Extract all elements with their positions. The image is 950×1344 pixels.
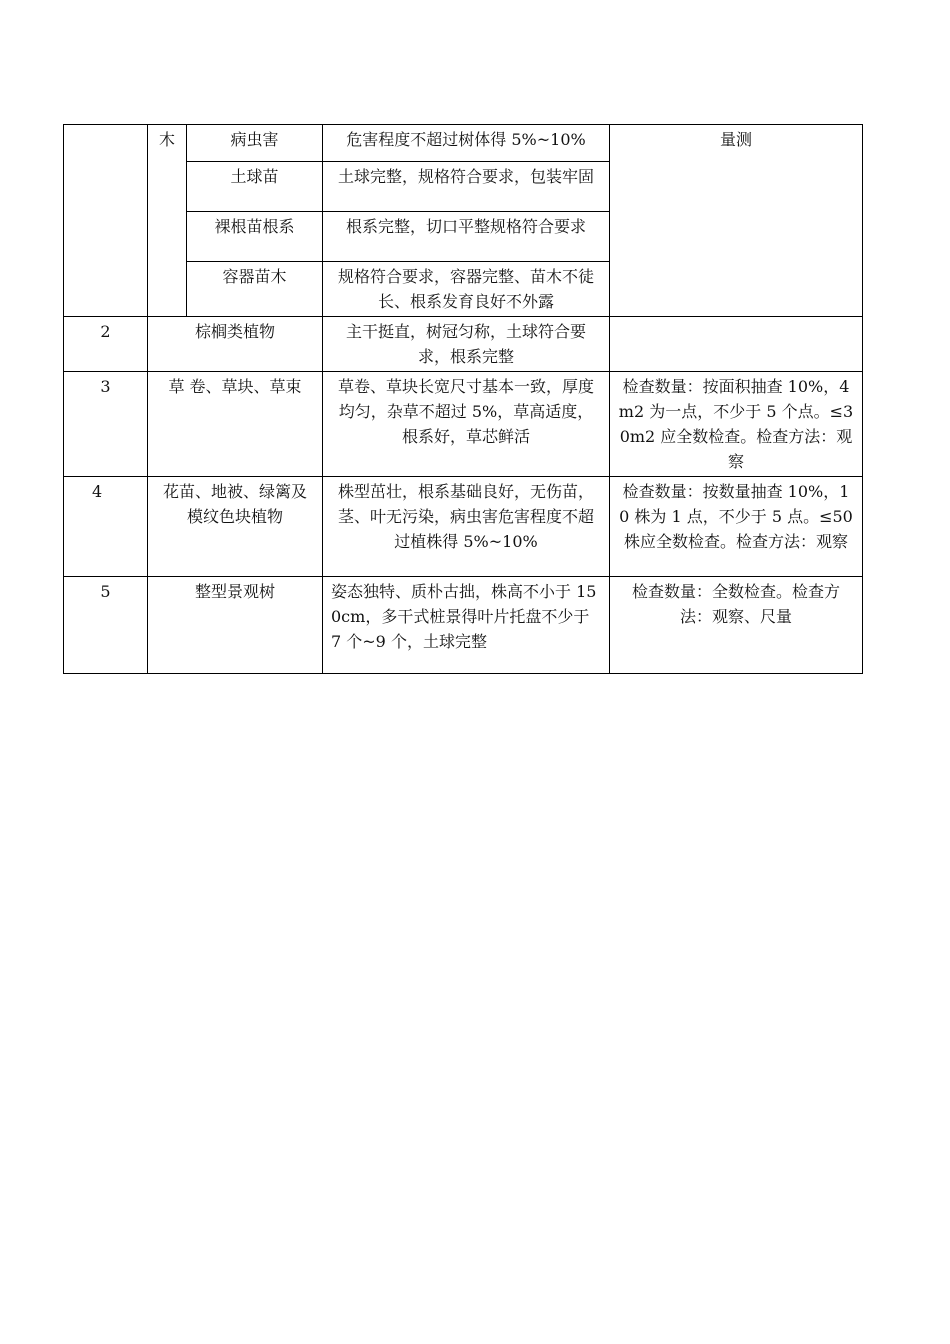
row-number-cell: 4 (64, 477, 148, 577)
method-cell: 检查数量：全数检查。检查方法：观察、尺量 (610, 577, 863, 674)
table-row (64, 125, 863, 162)
row-number-cell: 5 (64, 577, 148, 674)
category-cell: 木 (148, 125, 187, 317)
requirement-cell: 草卷、草块长宽尺寸基本一致，厚度均匀，杂草不超过 5%，草高适度，根系好，草芯鲜活 (323, 372, 610, 477)
method-cell: 量测 (610, 125, 863, 317)
method-cell: 检查数量：按面积抽查 10%，4m2 为一点，不少于 5 个点。≤30m2 应全数检查。检查方法：观察 (610, 372, 863, 477)
item-cell: 土球苗 (187, 162, 323, 212)
table-row (64, 317, 863, 372)
requirement-cell: 土球完整，规格符合要求，包装牢固 (323, 162, 610, 212)
item-cell: 草 卷、草块、草束 (148, 372, 323, 477)
item-cell: 棕榈类植物 (148, 317, 323, 372)
table-row (64, 577, 863, 674)
requirement-cell: 危害程度不超过树体得 5%~10% (323, 125, 610, 162)
requirement-cell: 姿态独特、质朴古拙，株高不小于 150cm，多干式桩景得叶片托盘不少于 7 个~9 个，土球完整 (323, 577, 610, 674)
requirement-cell: 主干挺直，树冠匀称，土球符合要求，根系完整 (323, 317, 610, 372)
row-number-cell: 2 (64, 317, 148, 372)
table-row (64, 477, 863, 577)
inspection-table (63, 124, 863, 674)
requirement-cell: 株型茁壮，根系基础良好，无伤苗，茎、叶无污染，病虫害危害程度不超过植株得 5%~10% (323, 477, 610, 577)
item-cell: 容器苗木 (187, 262, 323, 317)
item-cell: 裸根苗根系 (187, 212, 323, 262)
table-row (64, 372, 863, 477)
requirement-cell: 规格符合要求，容器完整、苗木不徒长、根系发育良好不外露 (323, 262, 610, 317)
method-cell (610, 317, 863, 372)
item-cell: 整型景观树 (148, 577, 323, 674)
row-number-cell (64, 125, 148, 317)
item-cell: 花苗、地被、绿篱及模纹色块植物 (148, 477, 323, 577)
requirement-cell: 根系完整，切口平整规格符合要求 (323, 212, 610, 262)
item-cell: 病虫害 (187, 125, 323, 162)
method-cell: 检查数量：按数量抽查 10%，10 株为 1 点，不少于 5 点。≤50 株应全数检查。检查方法：观察 (610, 477, 863, 577)
row-number-cell: 3 (64, 372, 148, 477)
